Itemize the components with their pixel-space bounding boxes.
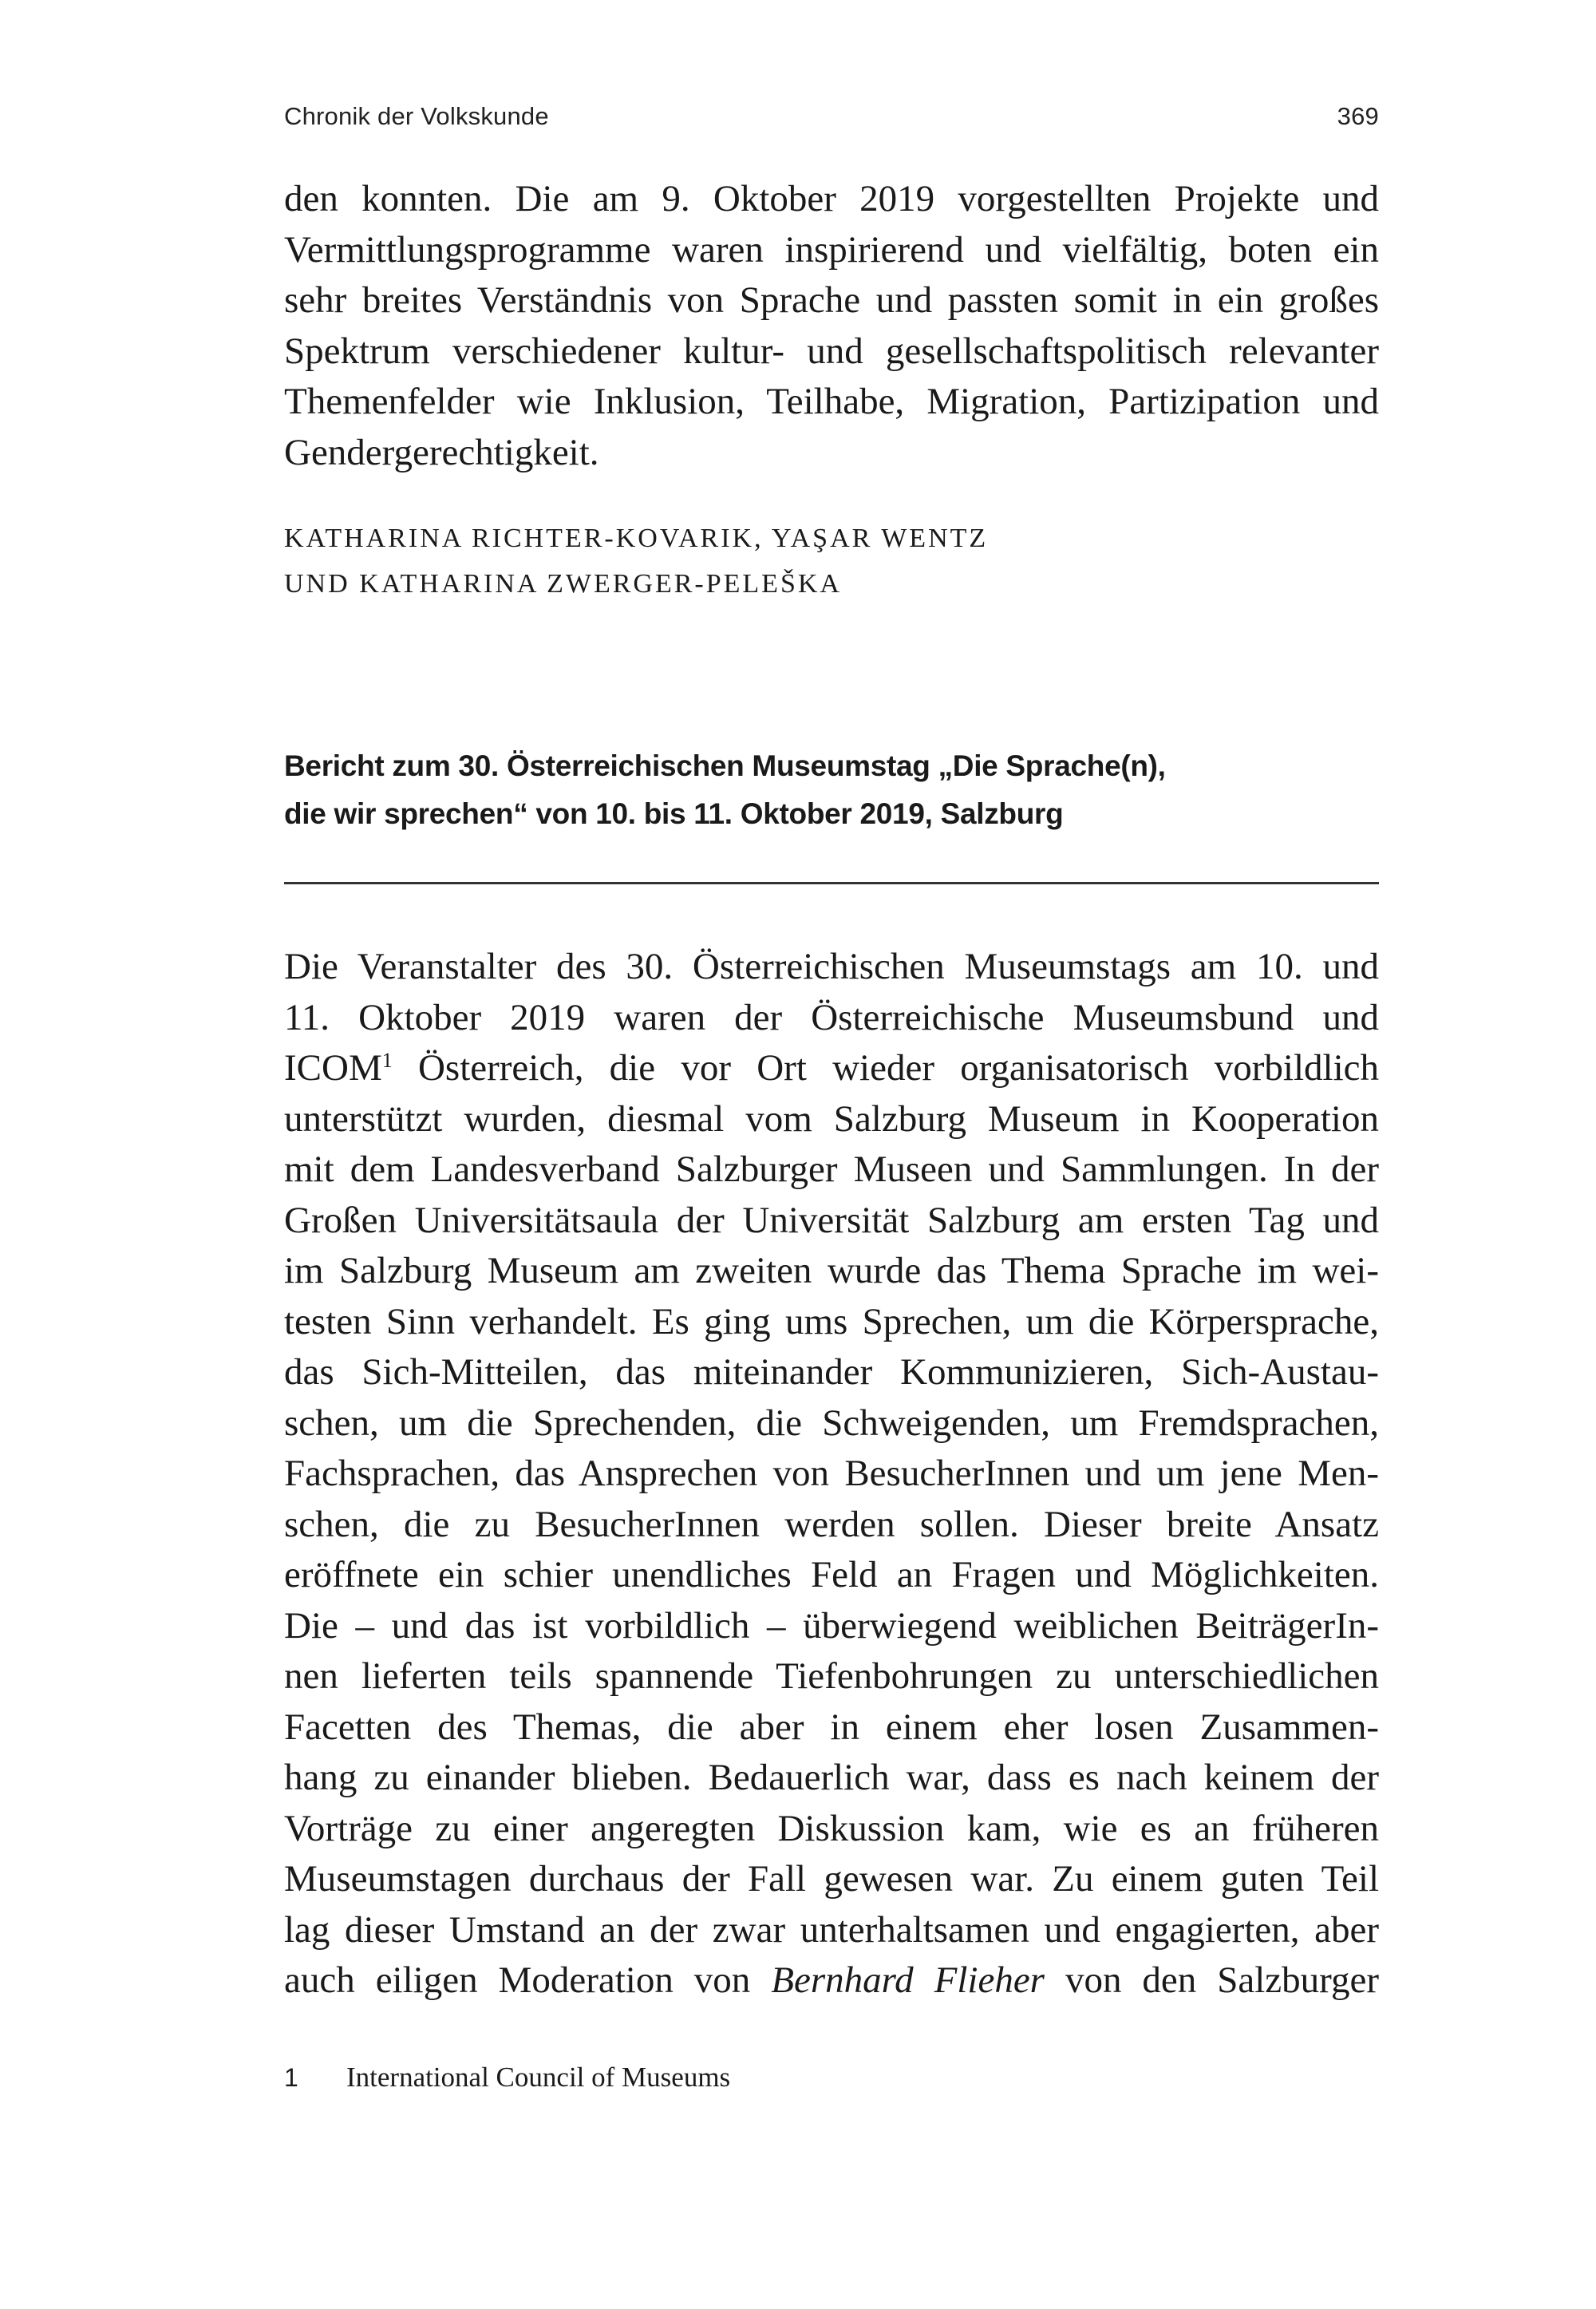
text-line: mit dem Landesverband Salzburger Museen und Sammlungen. In der xyxy=(284,1149,1379,1190)
continuation-paragraph xyxy=(284,174,1379,478)
text-line: Großen Universitätsaula der Universität Salzburg am ersten Tag und xyxy=(284,1199,1379,1241)
text-line: Spektrum verschiedener kultur- und gesellschaftspolitisch relevanter xyxy=(284,330,1379,372)
text-line: Gendergerechtigkeit. xyxy=(284,431,599,473)
author-line-2: UND KATHARINA ZWERGER-PELEŠKA xyxy=(284,569,842,599)
section-divider xyxy=(284,882,1379,884)
text-line: Fachsprachen, das Ansprechen von BesucherInnen und um jene Men- xyxy=(284,1453,1379,1494)
section-title xyxy=(284,742,1379,838)
person-name-italic: Bernhard Flieher xyxy=(771,1959,1045,2001)
text-line: schen, die zu BesucherInnen werden sollen. Dieser breite Ansatz xyxy=(284,1503,1379,1545)
footnote-reference[interactable]: 1 xyxy=(381,1049,393,1072)
text-line: Themenfelder wie Inklusion, Teilhabe, Migration, Partizipation und xyxy=(284,381,1379,422)
text-line: Museumstagen durchaus der Fall gewesen war. Zu einem guten Teil xyxy=(284,1858,1379,1900)
text-segment: Österreich, die vor Ort wieder organisatorisch vorbildlich xyxy=(392,1047,1379,1089)
text-line: hang zu einander blieben. Bedauerlich war, dass es nach keinem der xyxy=(284,1757,1379,1798)
text-line-with-footnote-ref xyxy=(284,1043,1379,1094)
text-line: Vermittlungsprogramme waren inspirierend und vielfältig, boten ein xyxy=(284,228,1379,271)
text-segment: auch eiligen Moderation von xyxy=(284,1959,772,2001)
footnote-text: International Council of Museums xyxy=(346,2062,731,2093)
text-line: im Salzburg Museum am zweiten wurde das Thema Sprache im wei- xyxy=(284,1250,1379,1291)
text-line: den konnten. Die am 9. Oktober 2019 vorgestellten Projekte und xyxy=(284,178,1379,219)
text-line: testen Sinn verhandelt. Es ging ums Sprechen, um die Körpersprache, xyxy=(284,1300,1379,1342)
text-line: unterstützt wurden, diesmal vom Salzburg Museum in Kooperation xyxy=(284,1097,1379,1140)
running-head-title: Chronik der Volkskunde xyxy=(284,102,549,130)
icom-abbreviation: ICOM xyxy=(284,1047,382,1089)
section-title-line-2: die wir sprechen“ von 10. bis 11. Oktober 2019, Salzburg xyxy=(284,797,1064,830)
text-line: eröffnete ein schier unendliches Feld an Fragen und Möglichkeiten. xyxy=(284,1554,1379,1595)
text-line: 11. Oktober 2019 waren der Österreichische Museumsbund und xyxy=(284,996,1379,1038)
text-line: Die – und das ist vorbildlich – überwiegend weiblichen BeiträgerIn- xyxy=(284,1604,1379,1647)
text-line: sehr breites Verständnis von Sprache und passten somit in ein großes xyxy=(284,279,1379,321)
main-paragraph xyxy=(284,942,1379,2007)
running-head xyxy=(284,102,1379,131)
footnote-number: 1 xyxy=(284,2063,298,2092)
text-line: das Sich-Mitteilen, das miteinander Kommunizieren, Sich-Austau- xyxy=(284,1351,1379,1393)
text-line: Die Veranstalter des 30. Österreichischen Museumstags am 10. und xyxy=(284,946,1379,987)
text-line: lag dieser Umstand an der zwar unterhaltsamen und engagierten, aber xyxy=(284,1908,1379,1951)
text-line: nen lieferten teils spannende Tiefenbohrungen zu unterschiedlichen xyxy=(284,1655,1379,1697)
author-line-1: KATHARINA RICHTER-KOVARIK, YAŞAR WENTZ xyxy=(284,524,989,553)
text-segment: von den Salzburger xyxy=(1044,1959,1379,2001)
section-title-line-1: Bericht zum 30. Österreichischen Museumstag „Die Sprache(n), xyxy=(284,749,1166,782)
page-number: 369 xyxy=(1337,102,1379,130)
author-byline xyxy=(284,516,988,607)
text-line: Vorträge zu einer angeregten Diskussion kam, wie es an früheren xyxy=(284,1807,1379,1849)
text-line-with-italic-name xyxy=(284,1955,1379,2007)
text-line: schen, um die Sprechenden, die Schweigenden, um Fremdsprachen, xyxy=(284,1402,1379,1444)
footnote xyxy=(284,2062,730,2094)
text-line: Facetten des Themas, die aber in einem eher losen Zusammen- xyxy=(284,1706,1379,1748)
